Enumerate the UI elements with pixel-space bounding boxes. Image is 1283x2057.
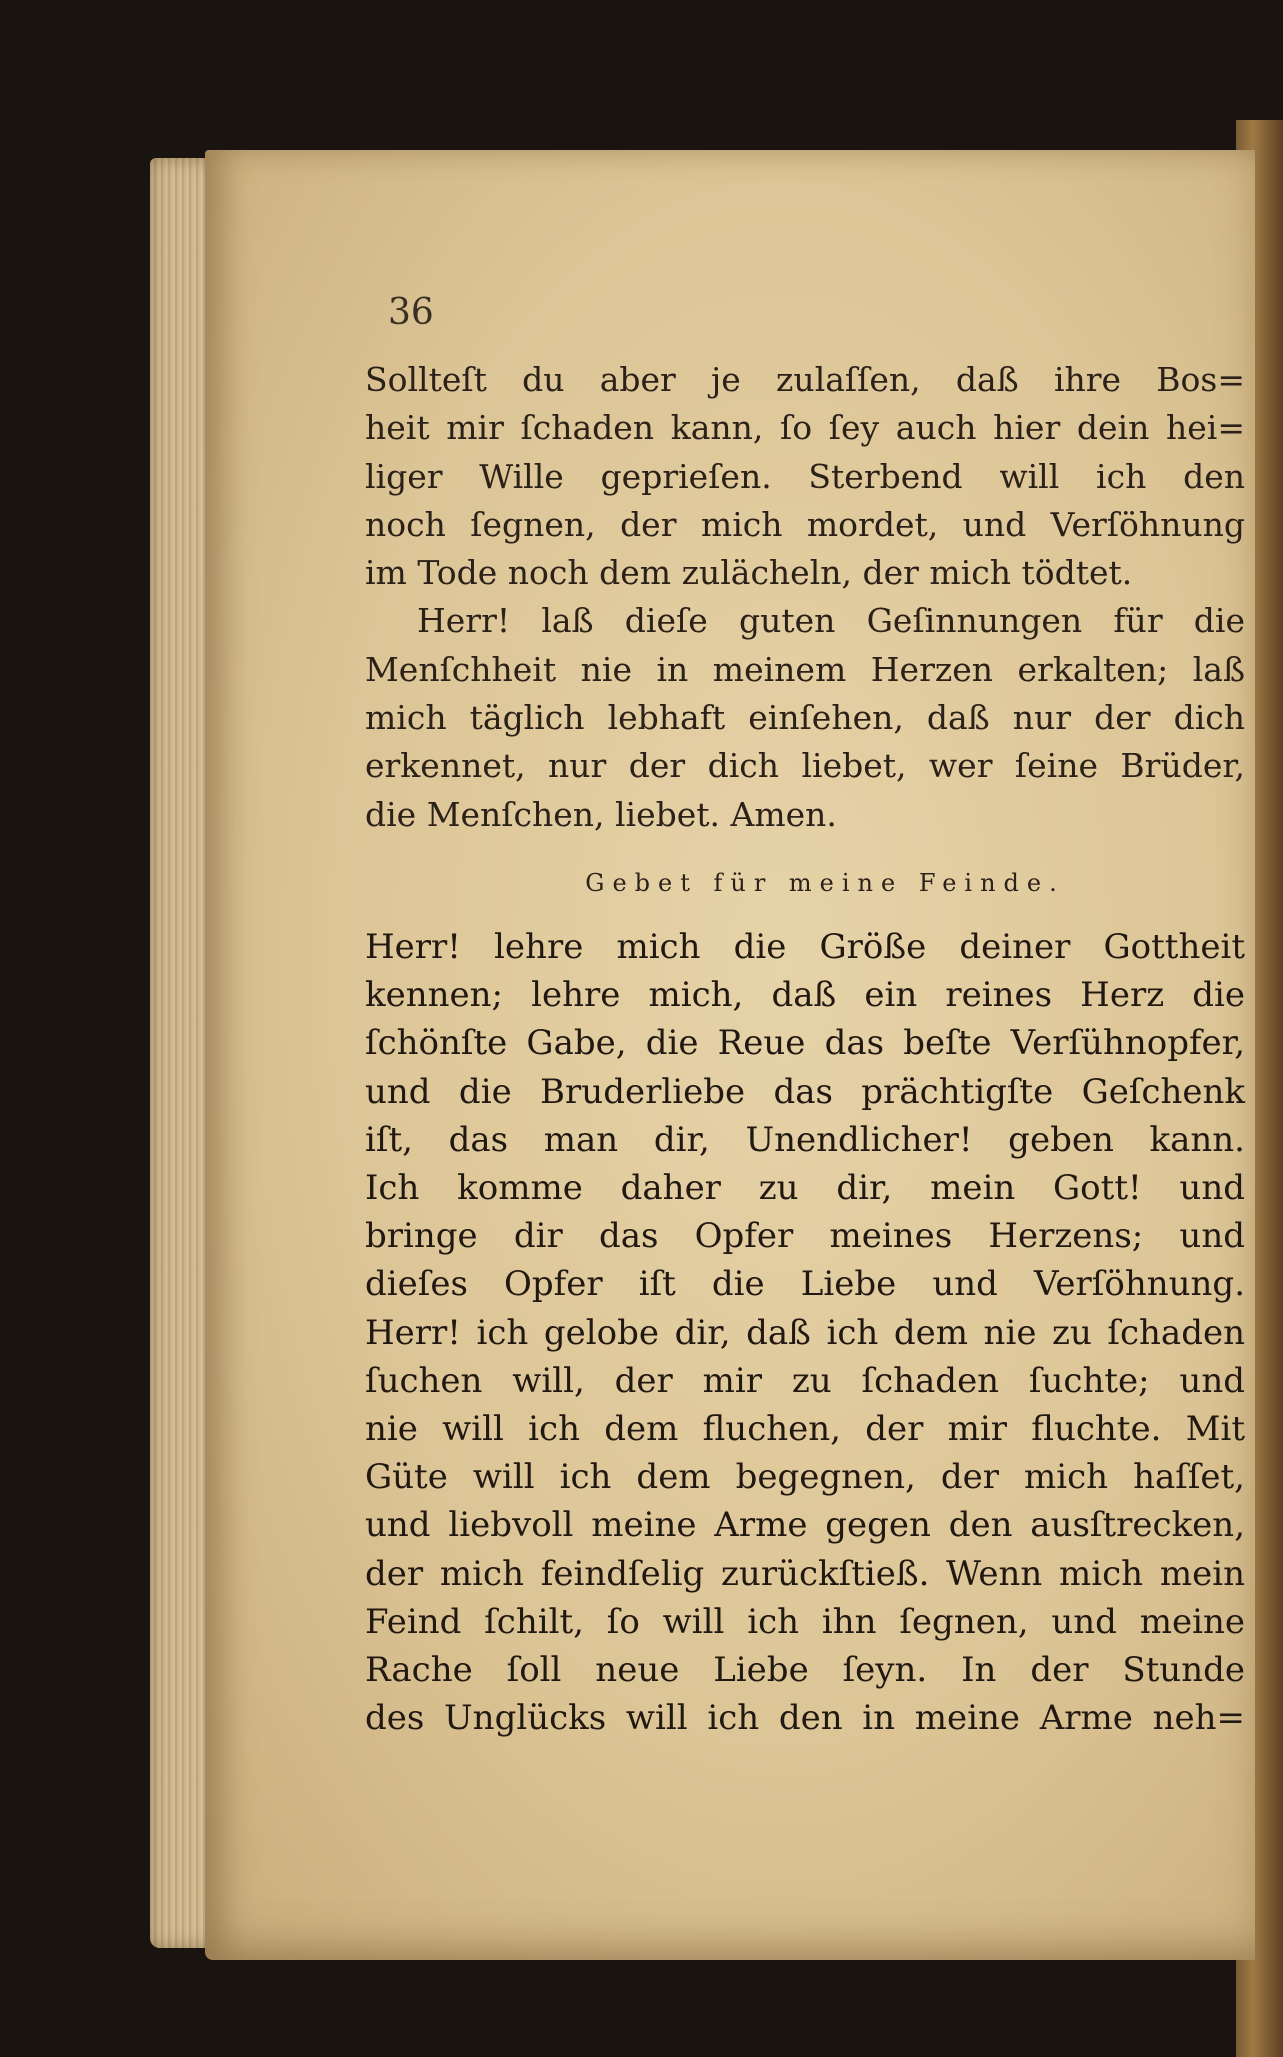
text-line: nie will ich dem fluchen, der mir fluchte. Mit xyxy=(365,1409,1245,1449)
page-text xyxy=(365,356,1245,1742)
text-line: Herr! lehre mich die Größe deiner Gottheit xyxy=(365,926,1245,967)
text-line: im Tode noch dem zulächeln, der mich tödtet. xyxy=(365,553,1133,593)
text-line: Herr! laß dieſe guten Geſinnungen für die xyxy=(417,601,1245,641)
text-line: kennen; lehre mich, daß ein reines Herz die xyxy=(365,975,1245,1016)
text-line: Sollteſt du aber je zulaſſen, daß ihre Bos= xyxy=(365,360,1245,399)
text-line: der mich feindſelig zurückſtieß. Wenn mich mein xyxy=(365,1553,1245,1594)
text-line: des Unglücks will ich den in meine Arme neh= xyxy=(365,1698,1245,1739)
text-line: dieſes Opfer iſt die Liebe und Verſöhnung. xyxy=(365,1264,1245,1305)
paragraph-2 xyxy=(365,597,1245,838)
text-line: und die Bruderliebe das prächtigſte Geſchenk xyxy=(365,1071,1245,1112)
text-line: bringe dir das Opfer meines Herzens; und xyxy=(365,1216,1245,1257)
text-line: Ich komme daher zu dir, mein Gott! und xyxy=(365,1167,1245,1208)
text-line: Herr! ich gelobe dir, daß ich dem nie zu ſchaden xyxy=(365,1312,1245,1353)
paragraph-1 xyxy=(365,356,1245,597)
text-line: Feind ſchilt, ſo will ich ihn ſegnen, und meine xyxy=(365,1601,1245,1642)
text-line: mich täglich lebhaft einſehen, daß nur der dich xyxy=(365,698,1245,738)
text-line: und liebvoll meine Arme gegen den ausſtrecken, xyxy=(365,1505,1245,1546)
prayer-paragraph xyxy=(365,923,1245,1742)
text-line: heit mir ſchaden kann, ſo ſey auch hier dein hei= xyxy=(365,408,1245,448)
text-line: ſuchen will, der mir zu ſchaden ſuchte; und xyxy=(365,1360,1245,1401)
text-line: Menſchheit nie in meinem Herzen erkalten; laß xyxy=(365,649,1245,689)
text-line: ſchönſte Gabe, die Reue das beſte Verſühnopfer, xyxy=(365,1023,1245,1064)
text-line: liger Wille geprieſen. Sterbend will ich den xyxy=(365,456,1245,496)
text-line: die Menſchen, liebet. Amen. xyxy=(365,794,837,834)
text-line: Güte will ich dem begegnen, der mich haſſet, xyxy=(365,1457,1245,1498)
text-line: Rache ſoll neue Liebe ſeyn. In der Stunde xyxy=(365,1650,1245,1691)
text-line: noch ſegnen, der mich mordet, und Verſöhnung xyxy=(365,504,1245,544)
page-number: 36 xyxy=(388,292,434,333)
section-heading: Gebet für meine Feinde. xyxy=(585,868,1065,897)
text-line: erkennet, nur der dich liebet, wer ſeine Brüder, xyxy=(365,746,1245,786)
text-line: iſt, das man dir, Unendlicher! geben kann. xyxy=(365,1119,1245,1160)
